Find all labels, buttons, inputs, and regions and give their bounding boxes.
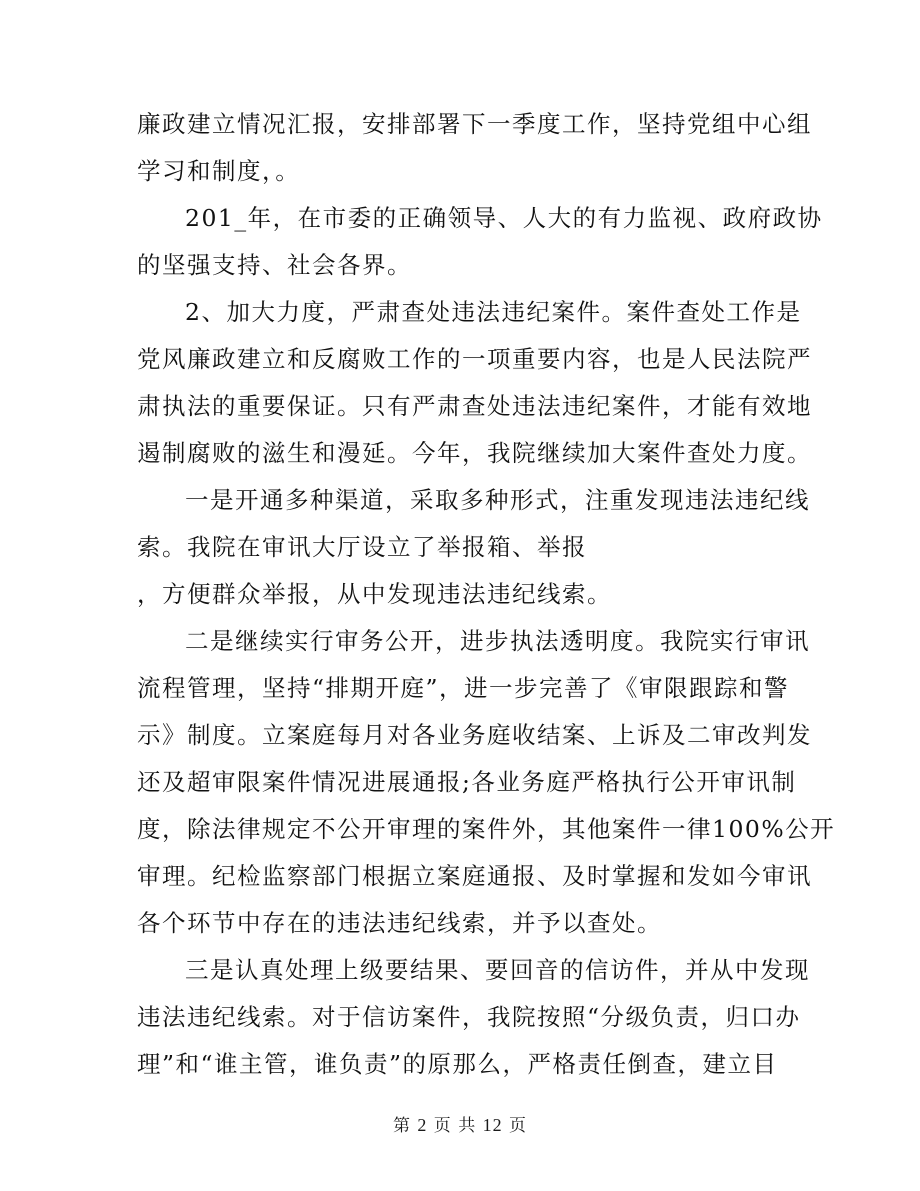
- footer-current-page: 2: [417, 1115, 428, 1135]
- text-line: 示》制度。立案庭每月对各业务庭收结案、上诉及二审改判发: [137, 721, 812, 749]
- text-line: 索。我院在审讯大厅设立了举报箱、举报: [137, 533, 587, 561]
- text-line: 三是认真处理上级要结果、要回音的信访件，并从中发现: [185, 956, 810, 984]
- text-line: 审理。纪检监察部门根据立案庭通报、及时掌握和发如今审讯: [137, 862, 812, 890]
- text-line: 还及超审限案件情况进展通报;各业务庭严格执行公开审讯制: [137, 768, 797, 796]
- text-line: 违法违纪线索。对于信访案件，我院按照“分级负责，归口办: [137, 1003, 801, 1031]
- text-line: 理”和“谁主管，谁负责”的原那么，严格责任倒查，建立目: [137, 1050, 778, 1078]
- document-body: [137, 101, 836, 1088]
- text-line: 2、加大力度，严肃查处违法违纪案件。案件查处工作是: [185, 298, 802, 326]
- text-line: 廉政建立情况汇报，安排部署下一季度工作，坚持党组中心组: [137, 110, 812, 138]
- footer-suffix: 页: [509, 1116, 528, 1136]
- text-line: 各个环节中存在的违法违纪线索，并予以查处。: [137, 909, 662, 937]
- footer-prefix: 第: [392, 1116, 411, 1136]
- text-line: 党风廉政建立和反腐败工作的一项重要内容，也是人民法院严: [137, 345, 812, 373]
- footer-middle: 页 共: [433, 1116, 477, 1136]
- text-line: 遏制腐败的滋生和漫延。今年，我院继续加大案件查处力度。: [137, 439, 812, 467]
- text-line: 二是继续实行审务公开，进步执法透明度。我院实行审讯: [185, 627, 810, 655]
- text-line: 流程管理，坚持“排期开庭”，进一步完善了《审限跟踪和警: [137, 674, 790, 702]
- page-footer: [0, 1111, 920, 1136]
- text-line: 度，除法律规定不公开审理的案件外，其他案件一律100%公开: [137, 815, 836, 843]
- text-line: 一是开通多种渠道，采取多种形式，注重发现违法违纪线: [185, 486, 810, 514]
- text-line: 肃执法的重要保证。只有严肃查处违法违纪案件，才能有效地: [137, 392, 812, 420]
- footer-total-pages: 12: [482, 1115, 503, 1135]
- text-line: 学习和制度，。: [137, 157, 301, 185]
- text-line: 201_年，在市委的正确领导、人大的有力监视、政府政协: [185, 204, 823, 232]
- text-line: ，方便群众举报，从中发现违法违纪线索。: [137, 580, 612, 608]
- text-line: 的坚强支持、社会各界。: [137, 251, 412, 279]
